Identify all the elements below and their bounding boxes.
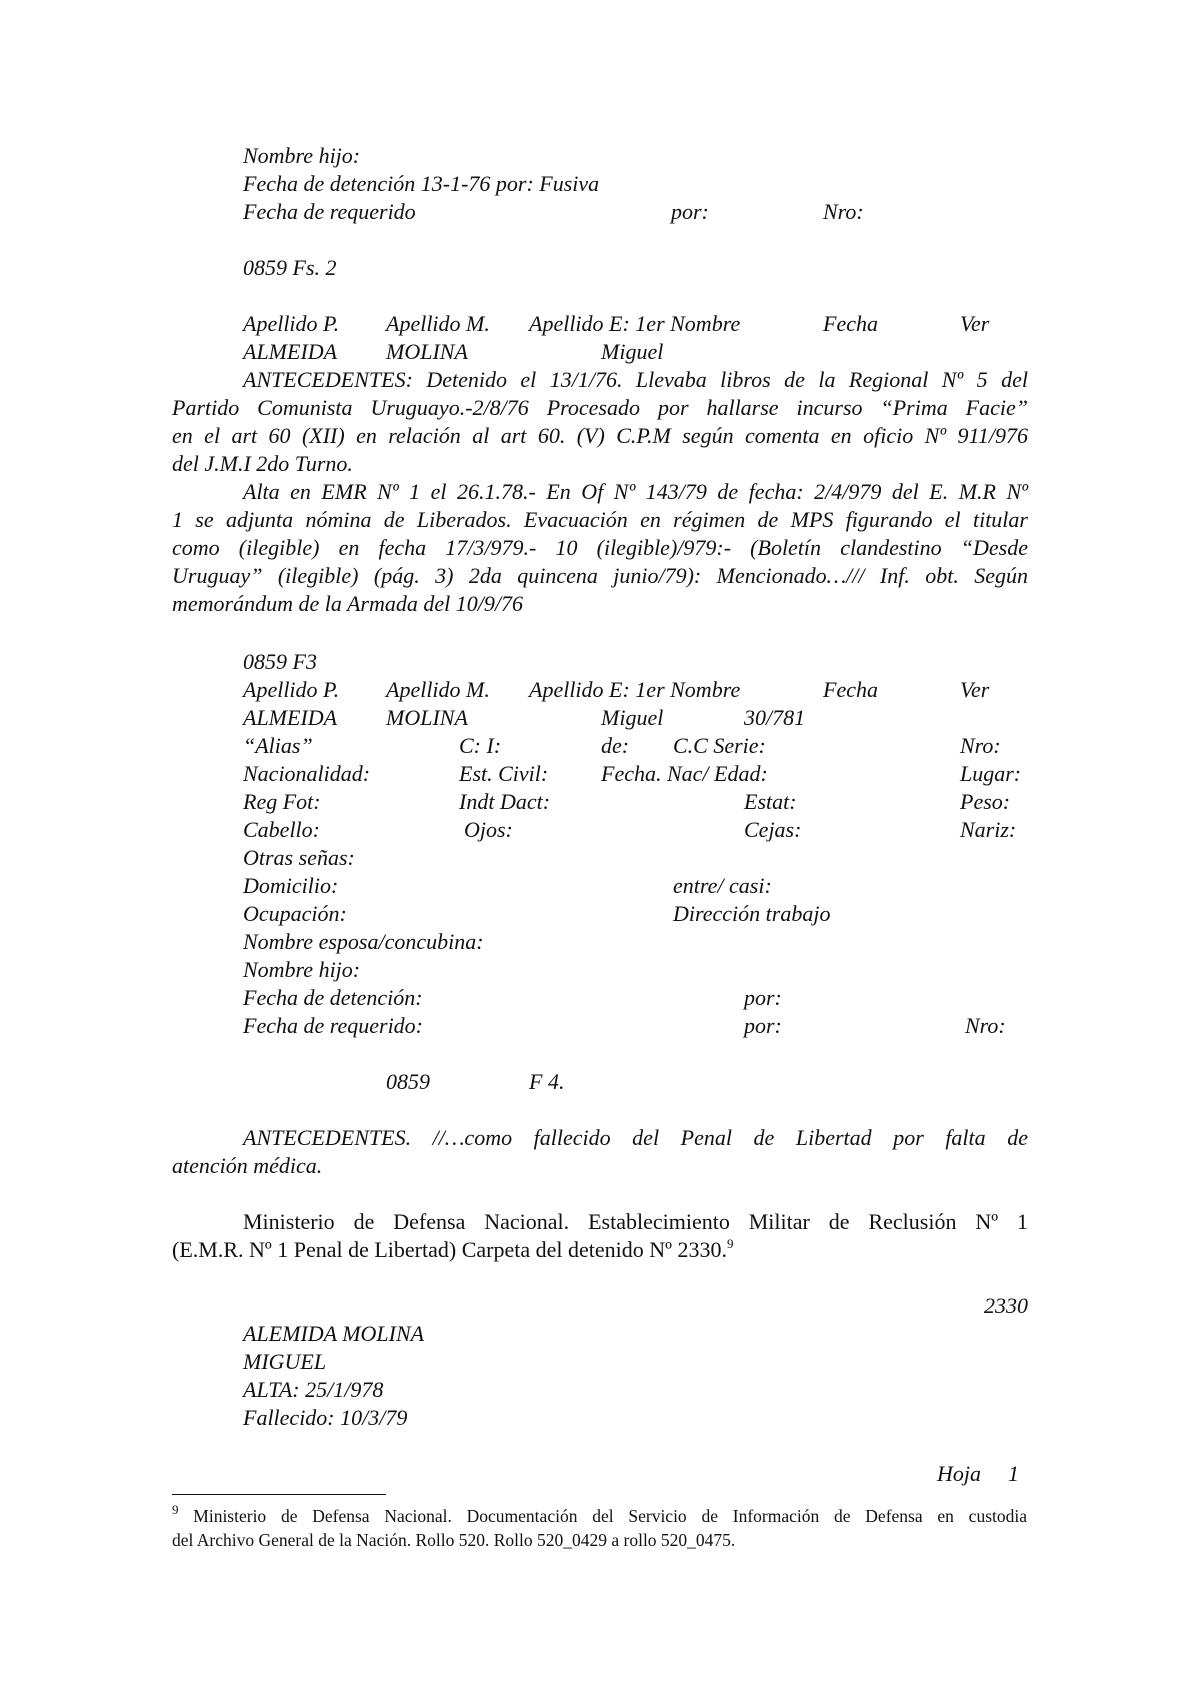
antecedentes-paragraph	[172, 366, 1028, 478]
form-ojos: Ojos:	[464, 817, 513, 842]
form-reg-fot: Reg Fot:	[243, 789, 321, 814]
antecedentes2-row: atención médica.	[172, 1153, 323, 1178]
record1-nombre: Miguel	[601, 339, 664, 364]
alta-row: memorándum de la Armada del 10/9/76	[172, 591, 523, 616]
form-fecha-detencion: Fecha de detención:	[243, 985, 423, 1010]
header-apellido-m: Apellido M.	[386, 311, 490, 336]
record2-nombre: Miguel	[601, 705, 664, 730]
footnote-number: 9	[172, 1502, 179, 1517]
header-ver: Ver	[960, 311, 990, 336]
form-alias: “Alias”	[243, 733, 313, 758]
hoja-number: 1	[1008, 1461, 1019, 1486]
form-por: por:	[744, 1013, 782, 1038]
alta-row: 1 se adjunta nómina de Liberados. Evacuación en régimen de MPS figurando el titular	[172, 507, 1028, 532]
form-cejas: Cejas:	[744, 817, 802, 842]
footnote	[172, 1504, 1027, 1552]
alta-row: como (ilegible) en fecha 17/3/979.- 10 (ilegible)/979:- (Boletín clandestino “Desde	[172, 535, 1028, 560]
antecedentes-row: del J.M.I 2do Turno.	[172, 451, 353, 476]
form-nariz: Nariz:	[960, 817, 1017, 842]
form-cabello: Cabello:	[243, 817, 320, 842]
header2-fecha: Fecha	[823, 677, 878, 702]
header-apellido-p: Apellido P.	[243, 311, 340, 336]
footnote-separator	[172, 1494, 386, 1495]
ministerio-row	[172, 1236, 1028, 1264]
form-ocupacion: Ocupación:	[243, 901, 347, 926]
fecha-requerido-label: Fecha de requerido	[243, 199, 416, 224]
header2-apellido-e: Apellido E: 1er Nombre	[529, 677, 741, 702]
antecedentes-row: ANTECEDENTES: Detenido el 13/1/76. Llevaba libros de la Regional Nº 5 del	[243, 367, 1028, 392]
form-ci: C: I:	[459, 733, 502, 758]
folio-f4-label: F 4.	[529, 1069, 565, 1094]
fecha-detencion-line: Fecha de detención 13-1-76 por: Fusiva	[243, 171, 600, 196]
antecedentes2-paragraph	[172, 1124, 1028, 1180]
folio-f4-number: 0859	[386, 1069, 430, 1094]
form-estat: Estat:	[744, 789, 797, 814]
form-direccion-trabajo: Dirección trabajo	[673, 901, 831, 926]
folio-f3: 0859 F3	[243, 649, 317, 674]
record2-apellido-m: MOLINA	[386, 705, 468, 730]
form-est-civil: Est. Civil:	[459, 761, 549, 786]
alta-row: Uruguay” (ilegible) (pág. 3) 2da quincena junio/79): Mencionado…/// Inf. obt. Según	[172, 563, 1028, 588]
record1-apellido-m: MOLINA	[386, 339, 468, 364]
antecedentes2-row: ANTECEDENTES. //…como fallecido del Penal de Libertad por falta de	[243, 1125, 1028, 1150]
form-domicilio: Domicilio:	[243, 873, 339, 898]
form-fecha-nac: Fecha. Nac/ Edad:	[601, 761, 768, 786]
detenido-fallecido: Fallecido: 10/3/79	[243, 1405, 408, 1430]
record1-apellido-p: ALMEIDA	[243, 339, 338, 364]
header-fecha: Fecha	[823, 311, 878, 336]
form-nro: Nro:	[965, 1013, 1006, 1038]
footnote-text: Ministerio de Defensa Nacional. Documentación del Servicio de Información de Defensa en custodia	[178, 1506, 1027, 1526]
ministerio-row-text: (E.M.R. Nº 1 Penal de Libertad) Carpeta del detenido Nº 2330.	[172, 1237, 727, 1262]
form-lugar: Lugar:	[960, 761, 1022, 786]
form-nombre-hijo: Nombre hijo:	[243, 957, 361, 982]
detenido-apellidos: ALEMIDA MOLINA	[243, 1321, 425, 1346]
form-nro: Nro:	[960, 733, 1001, 758]
footnote-reference[interactable]: 9	[726, 1236, 734, 1251]
por-label: por:	[671, 199, 709, 224]
form-otras-senas: Otras señas:	[243, 845, 355, 870]
form-cc-serie: C.C Serie:	[673, 733, 766, 758]
header-apellido-e: Apellido E: 1er Nombre	[529, 311, 741, 336]
form-fecha-requerido: Fecha de requerido:	[243, 1013, 424, 1038]
header2-ver: Ver	[960, 677, 990, 702]
antecedentes-row: en el art 60 (XII) en relación al art 60. (V) C.P.M según comenta en oficio Nº 911/976	[172, 423, 1028, 448]
detenido-nombre: MIGUEL	[243, 1349, 327, 1374]
detenido-alta: ALTA: 25/1/978	[243, 1377, 384, 1402]
record2-fecha: 30/781	[744, 705, 806, 730]
form-entre-casi: entre/ casi:	[673, 873, 772, 898]
nombre-hijo-label: Nombre hijo:	[243, 143, 361, 168]
header2-apellido-p: Apellido P.	[243, 677, 340, 702]
alta-paragraph	[172, 478, 1028, 618]
form-indt-dact: Indt Dact:	[459, 789, 551, 814]
form-de: de:	[601, 733, 630, 758]
record2-apellido-p: ALMEIDA	[243, 705, 338, 730]
ministerio-paragraph	[172, 1208, 1028, 1264]
alta-row: Alta en EMR Nº 1 el 26.1.78.- En Of Nº 143/79 de fecha: 2/4/979 del E. M.R Nº	[243, 479, 1028, 504]
footnote-row: del Archivo General de la Nación. Rollo 520. Rollo 520_0429 a rollo 520_0475.	[172, 1530, 736, 1550]
header2-apellido-m: Apellido M.	[386, 677, 490, 702]
footnote-row	[172, 1504, 1027, 1528]
antecedentes-row: Partido Comunista Uruguayo.-2/8/76 Procesado por hallarse incurso “Prima Facie”	[172, 395, 1028, 420]
folio-fs2: 0859 Fs. 2	[243, 255, 337, 280]
form-nacionalidad: Nacionalidad:	[243, 761, 371, 786]
form-nombre-esposa: Nombre esposa/concubina:	[243, 929, 484, 954]
hoja-label: Hoja	[937, 1461, 981, 1486]
nro-label: Nro:	[823, 199, 864, 224]
ministerio-row: Ministerio de Defensa Nacional. Establecimiento Militar de Reclusión Nº 1	[243, 1209, 1028, 1234]
form-peso: Peso:	[960, 789, 1011, 814]
carpeta-number: 2330	[984, 1293, 1028, 1318]
form-por: por:	[744, 985, 782, 1010]
